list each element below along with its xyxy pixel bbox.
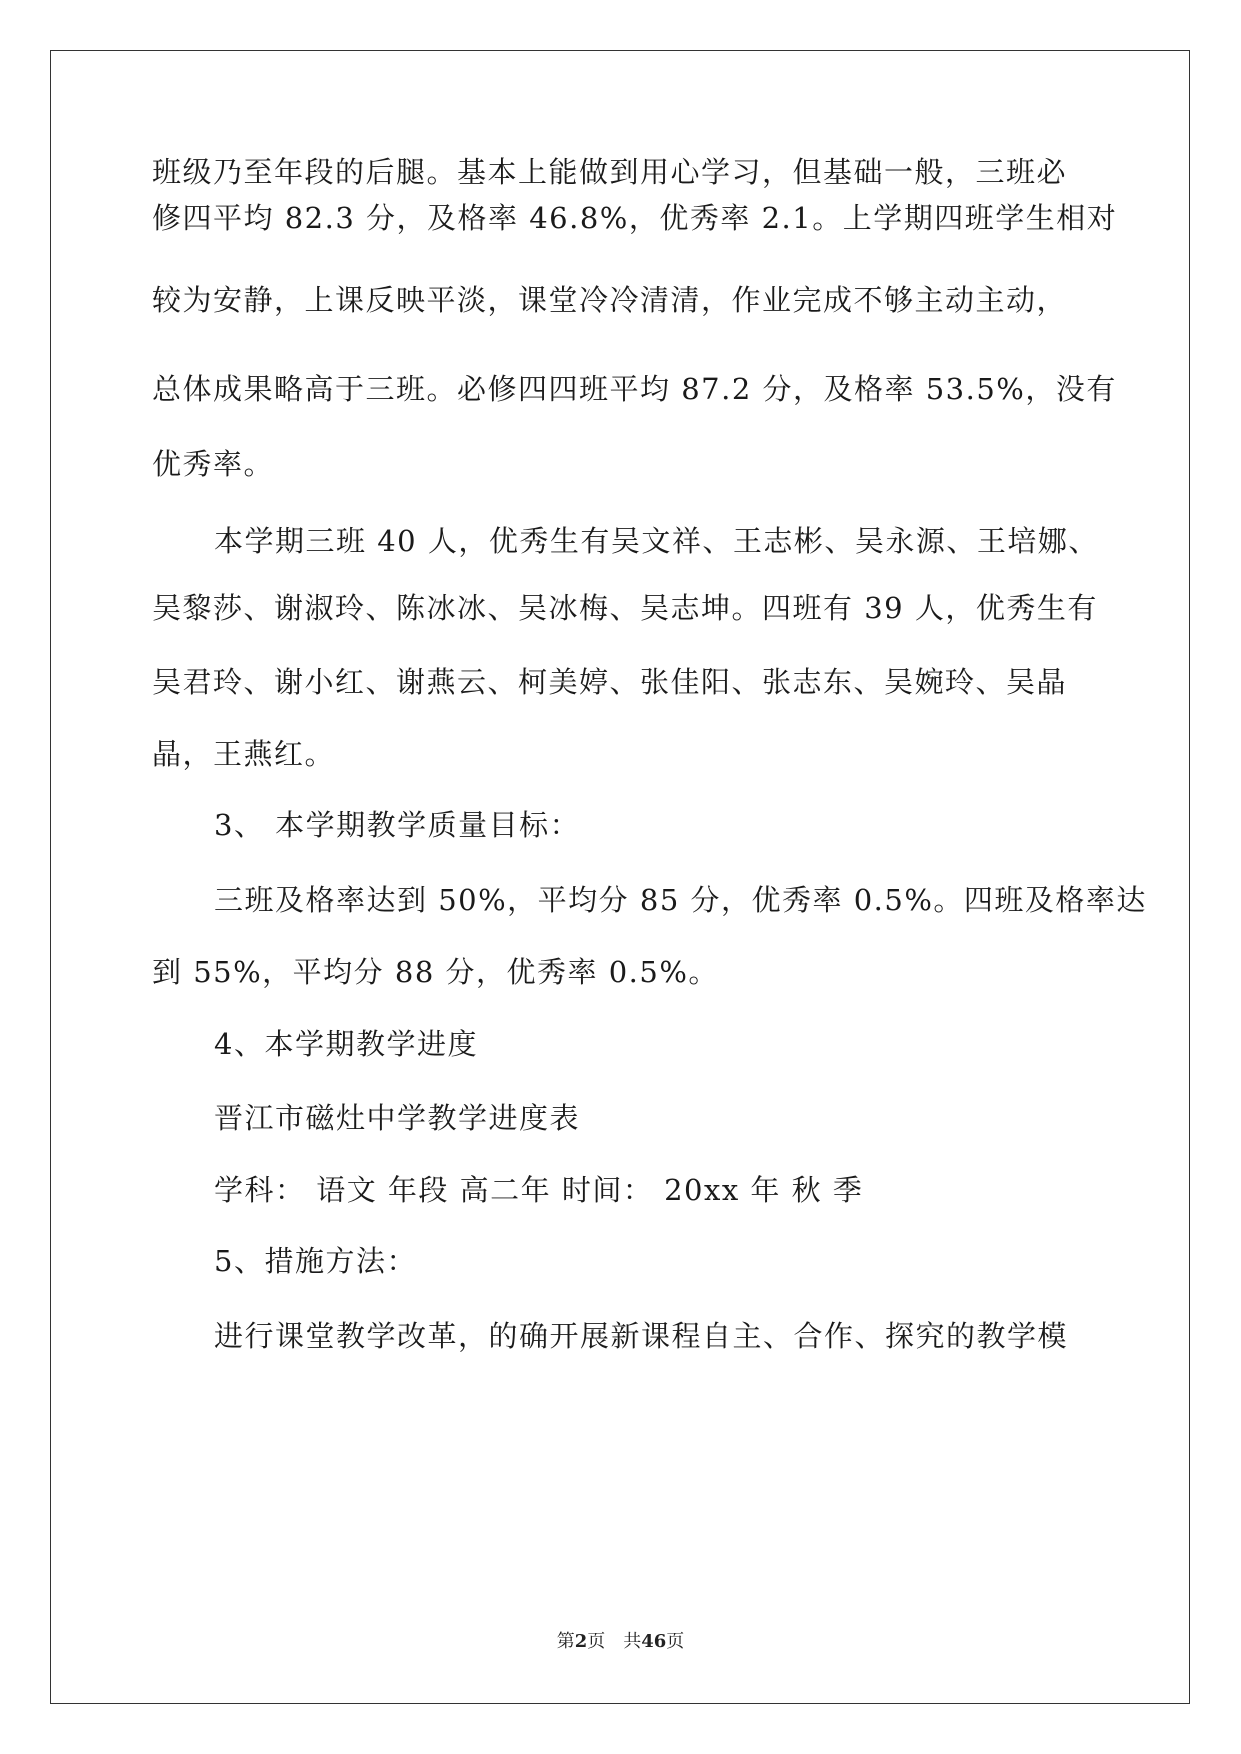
progress-table-title: 晋江市磁灶中学教学进度表 xyxy=(214,1101,581,1135)
section-heading-4: 4、本学期教学进度 xyxy=(214,1027,478,1061)
body-line-8: 吴君玲、谢小红、谢燕云、柯美婷、张佳阳、张志东、吴婉玲、吴晶 xyxy=(152,665,1068,699)
section-heading-3: 3、 本学期教学质量目标： xyxy=(214,808,581,842)
page-footer xyxy=(0,1630,1241,1654)
body-line-7: 吴黎莎、谢淑玲、陈冰冰、吴冰梅、吴志坤。四班有 39 人，优秀生有 xyxy=(152,591,1098,625)
total-prefix: 共 xyxy=(623,1631,642,1652)
body-line-2: 修四平均 82.3 分，及格率 46.8%，优秀率 2.1。上学期四班学生相对 xyxy=(152,201,1118,235)
total-suffix: 页 xyxy=(666,1631,685,1652)
body-line-3: 较为安静，上课反映平淡，课堂冷冷清清，作业完成不够主动主动， xyxy=(152,283,1068,317)
page-prefix: 第 xyxy=(556,1631,575,1652)
body-line-4: 总体成果略高于三班。必修四四班平均 87.2 分，及格率 53.5%，没有 xyxy=(152,372,1117,406)
body-line-1: 班级乃至年段的后腿。基本上能做到用心学习，但基础一般，三班必 xyxy=(152,155,1068,189)
page-suffix: 页 xyxy=(587,1631,606,1652)
page-number: 2 xyxy=(574,1631,588,1652)
body-line-5: 优秀率。 xyxy=(152,447,275,481)
body-line-11: 三班及格率达到 50%，平均分 85 分，优秀率 0.5%。四班及格率达 xyxy=(214,883,1147,917)
section-heading-5: 5、措施方法： xyxy=(214,1244,417,1278)
body-line-6: 本学期三班 40 人，优秀生有吴文祥、王志彬、吴永源、王培娜、 xyxy=(214,524,1099,558)
body-line-9: 晶，王燕红。 xyxy=(152,737,336,771)
body-line-12: 到 55%，平均分 88 分，优秀率 0.5%。 xyxy=(152,955,719,989)
body-line-17: 进行课堂教学改革，的确开展新课程自主、合作、探究的教学模 xyxy=(214,1319,1069,1353)
total-pages: 46 xyxy=(641,1631,667,1652)
progress-table-meta: 学科： 语文 年段 高二年 时间： 20xx 年 秋 季 xyxy=(214,1173,864,1207)
